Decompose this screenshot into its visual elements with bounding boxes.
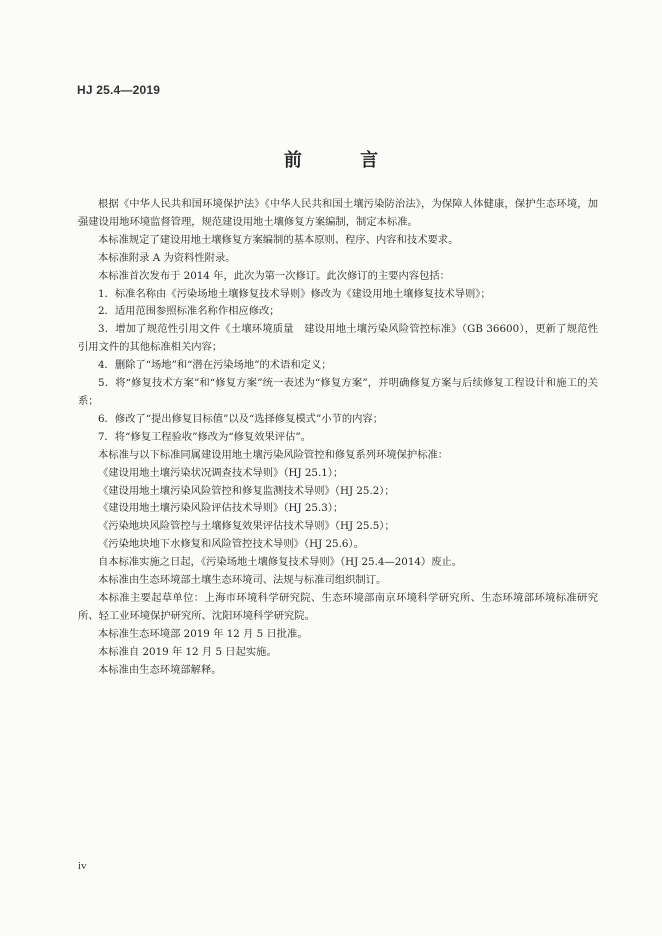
paragraph: 本标准由生态环境部土壤生态环境司、法规与标准司组织制订。	[98, 574, 387, 587]
paragraph: 本标准与以下标准同属建设用地土壤污染风险管控和修复系列环境保护标准：	[98, 448, 449, 461]
paragraph: 本标准自 2019 年 12 月 5 日起实施。	[98, 645, 277, 658]
paragraph: 7．将“修复工程验收”修改为“修复效果评估”。	[98, 430, 311, 443]
paragraph: 2．适用范围参照标准名称作相应修改；	[98, 305, 280, 318]
paragraph: 1．标准名称由《污染场地土壤修复技术导则》修改为《建设用地土壤修复技术导则》；	[98, 287, 491, 300]
paragraph: 本标准主要起草单位：上海市环境科学研究院、生态环境部南京环境科学研究所、生态环境部环境标准研究所、轻工业环境保护研究所、沈阳环境科学研究院。	[78, 591, 598, 622]
paragraph: 6．修改了“提出修复目标值”以及“选择修复模式”小节的内容；	[98, 412, 384, 425]
paragraph: 本标准由生态环境部解释。	[98, 663, 222, 676]
paragraph: 5．将“修复技术方案”和“修复方案”统一表述为“修复方案”，并明确修复方案与后续修复工程设计和施工的关系；	[78, 377, 598, 407]
paragraph: 4．删除了“场地”和“潜在污染场地”的术语和定义；	[98, 359, 332, 372]
paragraph: 3．增加了规范性引用文件《土壤环境质量 建设用地土壤污染风险管控标准》（GB 36600），更新了规范性引用文件的其他标准相关内容；	[78, 323, 598, 354]
paragraph: 本标准规定了建设用地土壤修复方案编制的基本原则、程序、内容和技术要求。	[98, 233, 459, 246]
paragraph: 《污染地块地下水修复和风险管控技术导则》（HJ 25.6）。	[98, 538, 364, 551]
paragraph: 《建设用地土壤污染状况调查技术导则》（HJ 25.1）；	[98, 466, 344, 479]
foreword-body	[78, 196, 598, 679]
page-title: 前 言	[283, 150, 405, 171]
paragraph: 自本标准实施之日起，《污染场地土壤修复技术导则》（HJ 25.4—2014）废止。	[98, 556, 463, 569]
paragraph: 本标准首次发布于 2014 年，此次为第一次修订。此次修订的主要内容包括：	[98, 269, 450, 282]
paragraph: 《建设用地土壤污染风险管控和修复监测技术导则》（HJ 25.2）；	[98, 484, 395, 497]
paragraph: 根据《中华人民共和国环境保护法》《中华人民共和国土壤污染防治法》，为保障人体健康，保护生态环境，加强建设用地环境监督管理，规范建设用地土壤修复方案编制，制定本标准。	[78, 198, 598, 228]
paragraph: 本标准附录 A 为资料性附录。	[98, 251, 236, 264]
paragraph: 《污染地块风险管控与土壤修复效果评估技术导则》（HJ 25.5）；	[98, 520, 395, 533]
paragraph: 本标准生态环境部 2019 年 12 月 5 日批准。	[98, 627, 308, 640]
page-number: iv	[78, 860, 87, 872]
paragraph: 《建设用地土壤污染风险评估技术导则》（HJ 25.3）；	[98, 502, 344, 515]
standard-code: HJ 25.4—2019	[77, 83, 161, 97]
